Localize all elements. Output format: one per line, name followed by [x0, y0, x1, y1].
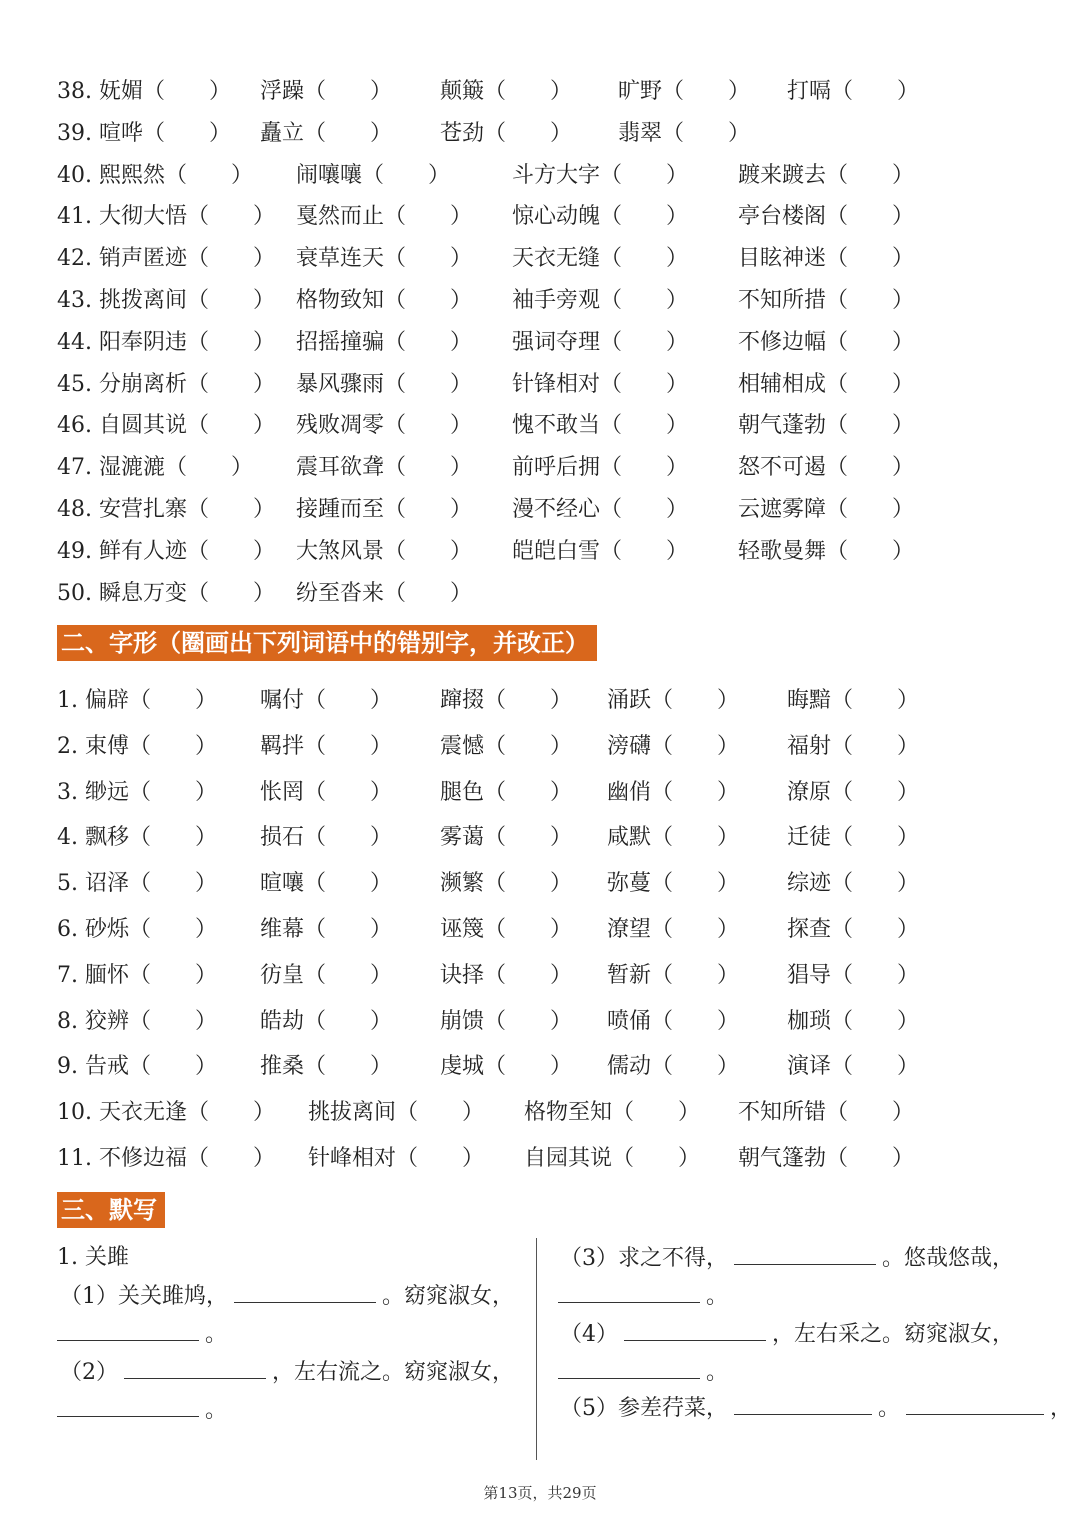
word-item: 8. 狡辨（ ）	[57, 1008, 217, 1034]
word-item: 大煞风景（ ）	[296, 538, 473, 564]
dictation-line-1	[60, 1276, 514, 1317]
answer-blank[interactable]	[558, 1352, 700, 1379]
answer-blank[interactable]	[234, 1276, 376, 1303]
word-item: 浮躁（ ）	[260, 79, 393, 104]
word-item: 6. 砂烁（ ）	[57, 917, 217, 942]
dictation-line-4	[560, 1314, 1014, 1355]
word-item: 晦黯（ ）	[787, 688, 920, 713]
word-item: 羁拌（ ）	[260, 733, 393, 759]
word-item: 38. 妩媚（ ）	[57, 79, 231, 104]
word-item: 朝气蓬勃（ ）	[738, 413, 915, 439]
dictation-line-2-cont	[57, 1390, 227, 1431]
word-item: 2. 束傅（ ）	[57, 733, 217, 759]
line-text: 。窈窕淑女，	[382, 1284, 515, 1309]
word-item: 斗方大字（ ）	[512, 162, 689, 188]
word-item: 天衣无缝（ ）	[512, 246, 689, 272]
dictation-line-4-cont	[558, 1352, 728, 1393]
section3-title: 三、默写	[57, 1192, 165, 1228]
dictation-line-3	[560, 1238, 1014, 1279]
word-item: 亭台楼阁（ ）	[738, 204, 915, 230]
word-item: 10. 天衣无逢（ ）	[57, 1100, 275, 1126]
word-item: 格物致知（ ）	[296, 288, 473, 313]
word-item: 诬篾（ ）	[440, 917, 573, 942]
section2-title: 二、字形（圈画出下列词语中的错别字，并改正）	[57, 625, 597, 661]
answer-blank[interactable]	[57, 1390, 199, 1417]
word-item: 皑皑白雪（ ）	[512, 538, 689, 564]
word-item: 虔城（ ）	[440, 1054, 573, 1080]
word-item: 颠簸（ ）	[440, 79, 573, 104]
word-item: 打嗝（ ）	[787, 79, 920, 104]
word-item: 诀择（ ）	[440, 962, 573, 988]
word-item: 崩馈（ ）	[440, 1008, 573, 1034]
word-item: 暄嚷（ ）	[260, 871, 393, 897]
word-item: 不知所措（ ）	[738, 288, 915, 313]
word-item: 踱来踱去（ ）	[738, 162, 915, 188]
word-item: 维幕（ ）	[260, 917, 393, 942]
word-item: 48. 安营扎寨（ ）	[57, 497, 275, 522]
word-item: 46. 自圆其说（ ）	[57, 413, 275, 439]
word-item: 喷俑（ ）	[607, 1008, 740, 1034]
word-item: 蹿掇（ ）	[440, 688, 573, 713]
line-text: ，	[1050, 1396, 1073, 1421]
dictation-line-2	[60, 1352, 514, 1393]
word-item: 翡翠（ ）	[618, 120, 751, 146]
line-text: 。	[878, 1396, 901, 1421]
line-text: ，左右流之。窈窕淑女，	[272, 1360, 515, 1385]
word-item: 雾蔼（ ）	[440, 825, 573, 851]
line-text: 。	[706, 1360, 729, 1385]
word-item: 幽俏（ ）	[607, 779, 740, 805]
word-item: 怒不可遏（ ）	[738, 455, 915, 481]
word-item: 挑拔离间（ ）	[308, 1100, 485, 1126]
word-item: 47. 湿漉漉（ ）	[57, 455, 253, 481]
word-item: 42. 销声匿迹（ ）	[57, 246, 275, 272]
line-text: 。	[205, 1322, 228, 1347]
word-item: 演译（ ）	[787, 1054, 920, 1080]
word-item: 7. 腼怀（ ）	[57, 962, 217, 988]
poem-title: 1. 关雎	[57, 1245, 129, 1270]
line-text: （3）求之不得，	[560, 1246, 728, 1271]
word-item: 嘱付（ ）	[260, 688, 393, 713]
word-item: 探查（ ）	[787, 917, 920, 942]
line-text: （2）	[60, 1360, 118, 1385]
word-item: 潦望（ ）	[607, 917, 740, 942]
word-item: 11. 不修边福（ ）	[57, 1146, 275, 1171]
word-item: 云遮雾障（ ）	[738, 497, 915, 522]
answer-blank[interactable]	[734, 1388, 872, 1415]
word-item: 针锋相对（ ）	[512, 371, 689, 397]
word-item: 彷皇（ ）	[260, 962, 393, 988]
word-item: 纷至沓来（ ）	[296, 580, 473, 606]
word-item: 矗立（ ）	[260, 120, 393, 146]
word-item: 愧不敢当（ ）	[512, 413, 689, 439]
word-item: 5. 诏泽（ ）	[57, 871, 217, 897]
word-item: 漫不经心（ ）	[512, 497, 689, 522]
word-item: 震憾（ ）	[440, 733, 573, 759]
word-item: 戛然而止（ ）	[296, 204, 473, 230]
word-item: 福射（ ）	[787, 733, 920, 759]
answer-blank[interactable]	[57, 1314, 199, 1341]
word-item: 苍劲（ ）	[440, 120, 573, 146]
word-item: 怅罔（ ）	[260, 779, 393, 805]
word-item: 损石（ ）	[260, 825, 393, 851]
word-item: 前呼后拥（ ）	[512, 455, 689, 481]
word-item: 格物至知（ ）	[524, 1100, 701, 1126]
word-item: 弥蔓（ ）	[607, 871, 740, 897]
line-text: 。	[706, 1284, 729, 1309]
word-item: 44. 阳奉阴违（ ）	[57, 329, 275, 355]
line-text: （1）关关雎鸠，	[60, 1284, 228, 1309]
word-item: 枷琐（ ）	[787, 1008, 920, 1034]
word-item: 49. 鲜有人迹（ ）	[57, 538, 275, 564]
word-item: 惊心动魄（ ）	[512, 204, 689, 230]
word-item: 目眩神迷（ ）	[738, 246, 915, 272]
answer-blank[interactable]	[906, 1388, 1044, 1415]
word-item: 涌跃（ ）	[607, 688, 740, 713]
dictation-line-3-cont	[558, 1276, 728, 1317]
word-item: 9. 告戒（ ）	[57, 1054, 217, 1080]
line-text: 。	[205, 1398, 228, 1423]
line-text: （5）参差荇菜，	[560, 1396, 728, 1421]
page-number: 第13页，共29页	[483, 1484, 597, 1502]
word-item: 儒动（ ）	[607, 1054, 740, 1080]
word-item: 暂新（ ）	[607, 962, 740, 988]
word-item: 猖导（ ）	[787, 962, 920, 988]
word-item: 旷野（ ）	[618, 79, 751, 104]
word-item: 相辅相成（ ）	[738, 371, 915, 397]
answer-blank[interactable]	[624, 1314, 766, 1341]
word-item: 咸默（ ）	[607, 825, 740, 851]
line-text: ，左右采之。窈窕淑女，	[772, 1322, 1015, 1347]
answer-blank[interactable]	[558, 1276, 700, 1303]
word-item: 轻歌曼舞（ ）	[738, 538, 915, 564]
word-item: 综迹（ ）	[787, 871, 920, 897]
word-item: 袖手旁观（ ）	[512, 288, 689, 313]
word-item: 不知所错（ ）	[738, 1100, 915, 1126]
word-item: 不修边幅（ ）	[738, 329, 915, 355]
dictation-line-1-cont	[57, 1314, 227, 1355]
word-item: 潦原（ ）	[787, 779, 920, 805]
word-item: 针峰相对（ ）	[308, 1146, 485, 1171]
word-item: 衰草连天（ ）	[296, 246, 473, 272]
word-item: 40. 熙熙然（ ）	[57, 162, 253, 188]
word-item: 濒繁（ ）	[440, 871, 573, 897]
word-item: 残败凋零（ ）	[296, 413, 473, 439]
word-item: 推桑（ ）	[260, 1054, 393, 1080]
line-text: 。悠哉悠哉，	[882, 1246, 1015, 1271]
word-item: 迁徒（ ）	[787, 825, 920, 851]
word-item: 强词夺理（ ）	[512, 329, 689, 355]
answer-blank[interactable]	[734, 1238, 876, 1265]
column-divider	[536, 1238, 537, 1460]
word-item: 招摇撞骗（ ）	[296, 329, 473, 355]
word-item: 50. 瞬息万变（ ）	[57, 580, 275, 606]
word-item: 43. 挑拨离间（ ）	[57, 288, 275, 313]
word-item: 接踵而至（ ）	[296, 497, 473, 522]
answer-blank[interactable]	[124, 1352, 266, 1379]
word-item: 4. 飘移（ ）	[57, 825, 217, 851]
word-item: 3. 缈远（ ）	[57, 779, 217, 805]
word-item: 41. 大彻大悟（ ）	[57, 204, 275, 230]
word-item: 39. 喧哗（ ）	[57, 120, 231, 146]
word-item: 朝气篷勃（ ）	[738, 1146, 915, 1171]
word-item: 1. 偏辟（ ）	[57, 688, 217, 713]
word-item: 腿色（ ）	[440, 779, 573, 805]
word-item: 45. 分崩离析（ ）	[57, 371, 275, 397]
word-item: 自园其说（ ）	[524, 1146, 701, 1171]
word-item: 震耳欲聋（ ）	[296, 455, 473, 481]
line-text: （4）	[560, 1322, 618, 1347]
word-item: 皓劫（ ）	[260, 1008, 393, 1034]
word-item: 暴风骤雨（ ）	[296, 371, 473, 397]
word-item: 闹嚷嚷（ ）	[296, 162, 451, 188]
word-item: 滂礴（ ）	[607, 733, 740, 759]
dictation-line-5	[560, 1388, 1072, 1429]
